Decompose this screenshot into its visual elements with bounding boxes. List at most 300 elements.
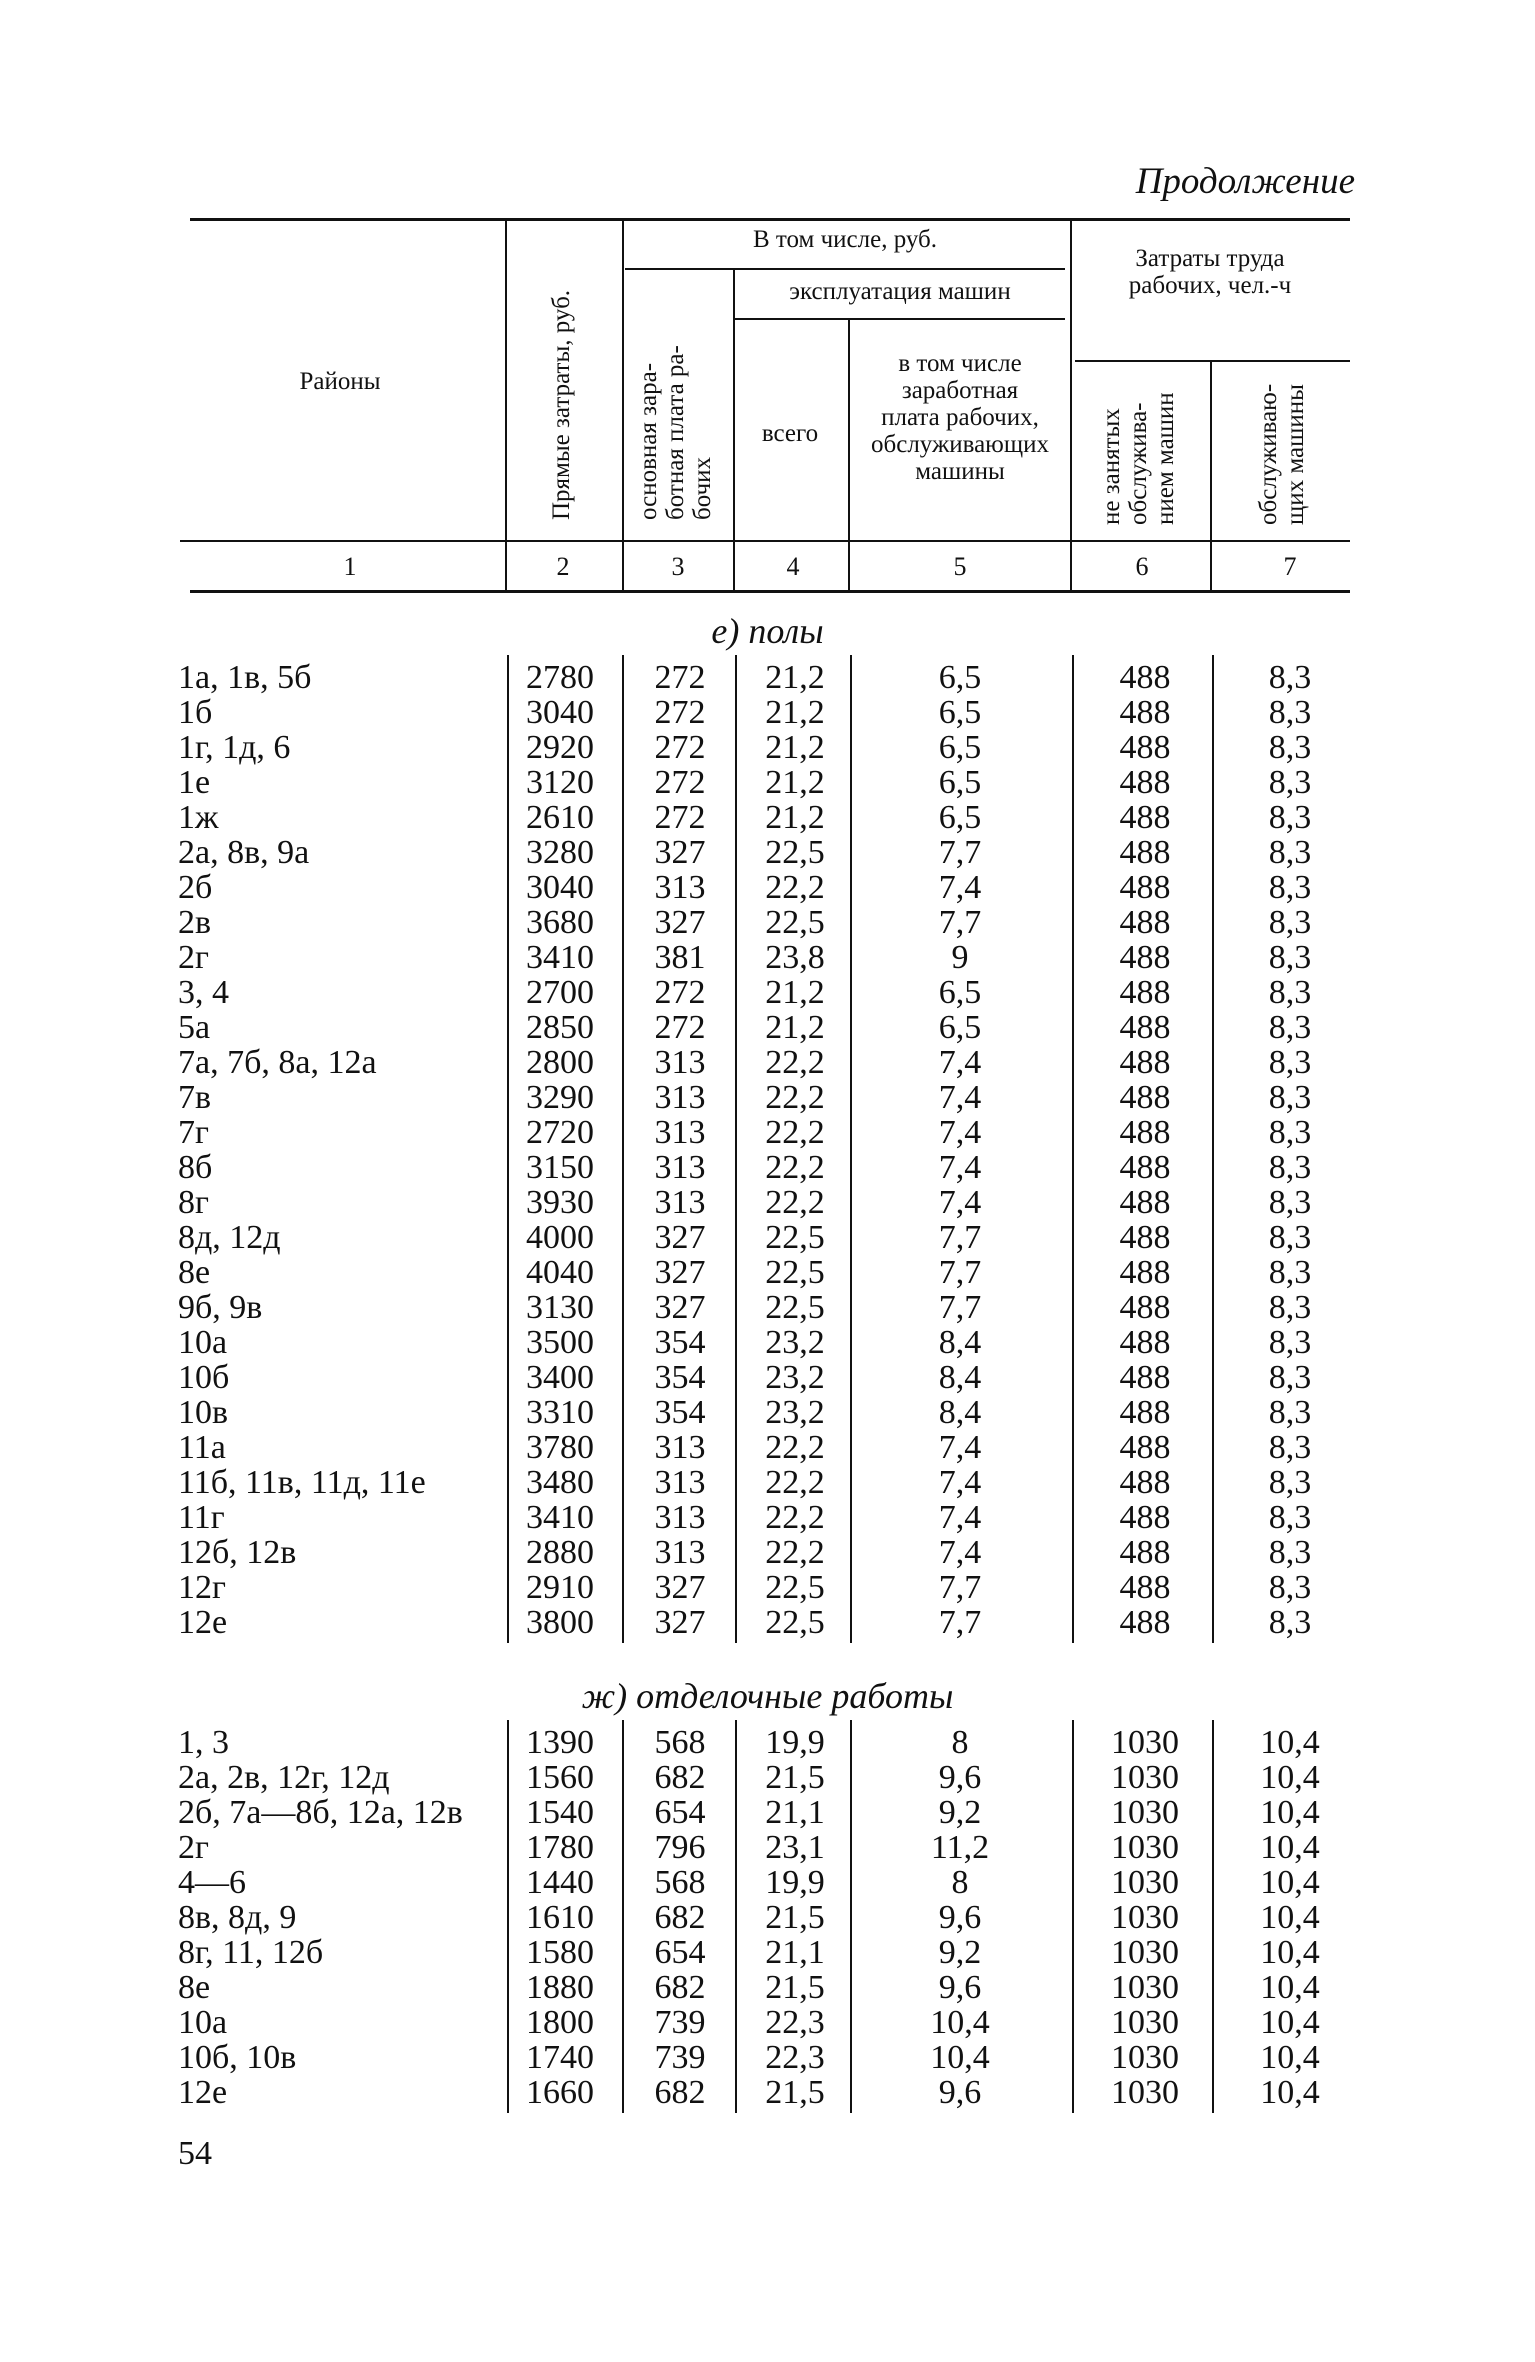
cell-region: 10а — [178, 1324, 228, 1361]
cell-machines-total: 22,2 — [765, 1184, 825, 1221]
cell-machines-wages: 7,7 — [938, 1604, 982, 1641]
table-row — [0, 660, 1535, 695]
section-title: ж) отделочные работы — [581, 1676, 954, 1716]
body-vline — [850, 1720, 852, 2113]
cell-direct-costs: 3400 — [526, 1359, 594, 1396]
cell-machines-total: 21,2 — [765, 694, 825, 731]
header-vline-4 — [848, 320, 850, 592]
cell-direct-costs: 4000 — [526, 1219, 594, 1256]
header-vline-3 — [733, 270, 735, 592]
cell-machines-total: 22,5 — [765, 904, 825, 941]
header-vline-2 — [622, 220, 624, 592]
cell-direct-costs: 1660 — [526, 2074, 594, 2111]
cell-base-wages: 313 — [654, 1184, 706, 1221]
table-row — [0, 2075, 1535, 2110]
cell-region: 3, 4 — [178, 974, 229, 1011]
cell-labor-serving: 8,3 — [1268, 939, 1312, 976]
colnum-1: 1 — [343, 552, 357, 581]
cell-machines-wages: 6,5 — [938, 799, 982, 836]
cell-region: 8е — [178, 1969, 211, 2006]
cell-labor-serving: 10,4 — [1260, 1864, 1320, 1901]
cell-labor-not-serving: 488 — [1119, 694, 1171, 731]
cell-direct-costs: 1880 — [526, 1969, 594, 2006]
cell-machines-total: 22,2 — [765, 869, 825, 906]
cell-labor-serving: 10,4 — [1260, 1934, 1320, 1971]
colnum-6: 6 — [1135, 552, 1149, 581]
cell-labor-serving: 8,3 — [1268, 1044, 1312, 1081]
cell-labor-serving: 8,3 — [1268, 659, 1312, 696]
table-row — [0, 730, 1535, 765]
cell-region: 10б, 10в — [178, 2039, 297, 2076]
colnum-7: 7 — [1283, 552, 1297, 581]
cell-machines-wages: 7,4 — [938, 1044, 982, 1081]
cell-base-wages: 272 — [654, 974, 706, 1011]
table-row — [0, 1865, 1535, 1900]
cell-direct-costs: 1560 — [526, 1759, 594, 1796]
cell-direct-costs: 1800 — [526, 2004, 594, 2041]
cell-region: 1г, 1д, 6 — [178, 729, 291, 766]
cell-region: 5а — [178, 1009, 211, 1046]
cell-direct-costs: 3800 — [526, 1604, 594, 1641]
cell-labor-not-serving: 488 — [1119, 1534, 1171, 1571]
cell-labor-not-serving: 488 — [1119, 1569, 1171, 1606]
cell-direct-costs: 2700 — [526, 974, 594, 1011]
table-row — [0, 765, 1535, 800]
subheader-rule-2 — [735, 318, 1065, 320]
header-vline-6 — [1210, 362, 1212, 592]
cell-direct-costs: 3150 — [526, 1149, 594, 1186]
cell-labor-not-serving: 488 — [1119, 1219, 1171, 1256]
continued-label: Продолжение — [1135, 161, 1355, 202]
cell-direct-costs: 2850 — [526, 1009, 594, 1046]
cell-labor-serving: 8,3 — [1268, 1359, 1312, 1396]
cell-region: 12е — [178, 1604, 228, 1641]
cell-labor-not-serving: 488 — [1119, 869, 1171, 906]
cell-labor-serving: 10,4 — [1260, 2074, 1320, 2111]
cell-machines-wages: 7,4 — [938, 869, 982, 906]
cell-base-wages: 682 — [654, 1969, 706, 2006]
cell-labor-not-serving: 488 — [1119, 659, 1171, 696]
cell-direct-costs: 2910 — [526, 1569, 594, 1606]
cell-machines-total: 19,9 — [765, 1864, 825, 1901]
cell-direct-costs: 3680 — [526, 904, 594, 941]
table-row — [0, 1535, 1535, 1570]
cell-labor-not-serving: 488 — [1119, 834, 1171, 871]
cell-labor-not-serving: 488 — [1119, 1184, 1171, 1221]
cell-labor-serving: 10,4 — [1260, 2039, 1320, 2076]
cell-machines-wages: 6,5 — [938, 974, 982, 1011]
cell-labor-not-serving: 488 — [1119, 939, 1171, 976]
cell-labor-not-serving: 488 — [1119, 1359, 1171, 1396]
header-top-rule — [190, 218, 1350, 221]
cell-base-wages: 272 — [654, 1009, 706, 1046]
cell-labor-serving: 8,3 — [1268, 1009, 1312, 1046]
cell-machines-wages: 7,4 — [938, 1184, 982, 1221]
cell-region: 2б, 7а—8б, 12а, 12в — [178, 1794, 463, 1831]
cell-labor-not-serving: 488 — [1119, 729, 1171, 766]
cell-machines-wages: 7,4 — [938, 1429, 982, 1466]
cell-direct-costs: 1440 — [526, 1864, 594, 1901]
table-row — [0, 940, 1535, 975]
table-header — [0, 0, 1535, 600]
cell-region: 7а, 7б, 8а, 12а — [178, 1044, 377, 1081]
cell-labor-serving: 8,3 — [1268, 1534, 1312, 1571]
cell-machines-wages: 7,4 — [938, 1114, 982, 1151]
cell-region: 1а, 1в, 5б — [178, 659, 312, 696]
cell-base-wages: 568 — [654, 1724, 706, 1761]
cell-region: 8б — [178, 1149, 213, 1186]
cell-labor-serving: 8,3 — [1268, 1569, 1312, 1606]
cell-labor-not-serving: 488 — [1119, 1464, 1171, 1501]
cell-region: 9б, 9в — [178, 1289, 263, 1326]
cell-labor-not-serving: 488 — [1119, 1324, 1171, 1361]
table-row — [0, 800, 1535, 835]
table-row — [0, 1970, 1535, 2005]
cell-base-wages: 313 — [654, 1044, 706, 1081]
cell-machines-wages: 7,7 — [938, 1219, 982, 1256]
header-serving: обслуживаю- щих машины — [1255, 383, 1309, 525]
table-row — [0, 870, 1535, 905]
cell-base-wages: 796 — [654, 1829, 706, 1866]
cell-machines-wages: 6,5 — [938, 764, 982, 801]
cell-direct-costs: 2720 — [526, 1114, 594, 1151]
cell-direct-costs: 3120 — [526, 764, 594, 801]
cell-labor-serving: 8,3 — [1268, 1184, 1312, 1221]
cell-labor-serving: 8,3 — [1268, 1499, 1312, 1536]
cell-labor-not-serving: 488 — [1119, 904, 1171, 941]
cell-machines-total: 23,2 — [765, 1324, 825, 1361]
cell-direct-costs: 3290 — [526, 1079, 594, 1116]
cell-region: 10в — [178, 1394, 229, 1431]
table-row — [0, 975, 1535, 1010]
cell-base-wages: 313 — [654, 869, 706, 906]
cell-base-wages: 739 — [654, 2039, 706, 2076]
cell-direct-costs: 3410 — [526, 1499, 594, 1536]
cell-machines-wages: 8,4 — [938, 1359, 982, 1396]
table-row — [0, 1760, 1535, 1795]
table-row — [0, 1150, 1535, 1185]
table-row — [0, 1325, 1535, 1360]
body-vline — [1212, 1720, 1214, 2113]
cell-base-wages: 327 — [654, 1254, 706, 1291]
cell-labor-not-serving: 1030 — [1111, 1794, 1179, 1831]
table-row — [0, 1725, 1535, 1760]
body-vline — [507, 655, 509, 1643]
cell-machines-total: 22,2 — [765, 1149, 825, 1186]
cell-machines-total: 21,1 — [765, 1934, 825, 1971]
cell-labor-not-serving: 488 — [1119, 764, 1171, 801]
cell-machines-wages: 9,6 — [938, 1759, 982, 1796]
cell-machines-wages: 6,5 — [938, 729, 982, 766]
header-vline-1 — [505, 220, 507, 592]
cell-machines-total: 19,9 — [765, 1724, 825, 1761]
cell-labor-serving: 10,4 — [1260, 1759, 1320, 1796]
cell-labor-not-serving: 1030 — [1111, 1864, 1179, 1901]
table-row — [0, 1830, 1535, 1865]
cell-labor-not-serving: 488 — [1119, 799, 1171, 836]
cell-labor-serving: 8,3 — [1268, 1324, 1312, 1361]
cell-direct-costs: 4040 — [526, 1254, 594, 1291]
cell-direct-costs: 2780 — [526, 659, 594, 696]
cell-machines-wages: 9,2 — [938, 1794, 982, 1831]
cell-region: 2б — [178, 869, 213, 906]
cell-machines-total: 22,2 — [765, 1464, 825, 1501]
cell-machines-total: 22,5 — [765, 1254, 825, 1291]
cell-machines-total: 23,8 — [765, 939, 825, 976]
cell-base-wages: 327 — [654, 1569, 706, 1606]
cell-labor-serving: 8,3 — [1268, 764, 1312, 801]
cell-base-wages: 327 — [654, 834, 706, 871]
cell-labor-not-serving: 488 — [1119, 1009, 1171, 1046]
cell-machines-wages: 10,4 — [930, 2004, 990, 2041]
cell-labor-serving: 8,3 — [1268, 869, 1312, 906]
cell-region: 10а — [178, 2004, 228, 2041]
cell-region: 7в — [178, 1079, 212, 1116]
cell-machines-wages: 11,2 — [930, 1829, 990, 1866]
cell-labor-not-serving: 488 — [1119, 1114, 1171, 1151]
cell-machines-total: 23,1 — [765, 1829, 825, 1866]
colnum-2: 2 — [556, 552, 570, 581]
cell-region: 12г — [178, 1569, 226, 1606]
cell-region: 1б — [178, 694, 213, 731]
cell-direct-costs: 1780 — [526, 1829, 594, 1866]
header-including-wages: в том числе заработная плата рабочих, обслуживающих машины — [871, 350, 1049, 485]
cell-region: 8д, 12д — [178, 1219, 281, 1256]
table-row — [0, 1185, 1535, 1220]
body-vline — [1212, 655, 1214, 1643]
cell-base-wages: 654 — [654, 1934, 706, 1971]
cell-direct-costs: 3410 — [526, 939, 594, 976]
cell-machines-total: 22,3 — [765, 2004, 825, 2041]
cell-base-wages: 682 — [654, 2074, 706, 2111]
cell-region: 8е — [178, 1254, 211, 1291]
cell-base-wages: 272 — [654, 764, 706, 801]
cell-direct-costs: 3780 — [526, 1429, 594, 1466]
body-vline — [1072, 655, 1074, 1643]
cell-machines-total: 21,2 — [765, 974, 825, 1011]
cell-labor-not-serving: 488 — [1119, 1149, 1171, 1186]
body-vline — [622, 1720, 624, 2113]
table-row — [0, 1360, 1535, 1395]
cell-machines-wages: 7,7 — [938, 1289, 982, 1326]
cell-machines-wages: 6,5 — [938, 694, 982, 731]
cell-machines-wages: 7,7 — [938, 1569, 982, 1606]
cell-labor-not-serving: 488 — [1119, 1079, 1171, 1116]
cell-machines-wages: 9,6 — [938, 1969, 982, 2006]
cell-region: 11а — [178, 1429, 226, 1466]
table-row — [0, 1500, 1535, 1535]
cell-base-wages: 313 — [654, 1499, 706, 1536]
page-number: 54 — [178, 2135, 212, 2172]
cell-machines-total: 21,2 — [765, 799, 825, 836]
cell-labor-serving: 10,4 — [1260, 1829, 1320, 1866]
cell-labor-not-serving: 1030 — [1111, 2074, 1179, 2111]
cell-region: 8в, 8д, 9 — [178, 1899, 297, 1936]
cell-base-wages: 313 — [654, 1149, 706, 1186]
cell-machines-total: 21,2 — [765, 659, 825, 696]
cell-labor-not-serving: 488 — [1119, 1394, 1171, 1431]
cell-machines-wages: 8,4 — [938, 1324, 982, 1361]
cell-labor-not-serving: 1030 — [1111, 1759, 1179, 1796]
cell-region: 11б, 11в, 11д, 11е — [178, 1464, 426, 1501]
cell-machines-wages: 9,6 — [938, 2074, 982, 2111]
cell-labor-serving: 8,3 — [1268, 1219, 1312, 1256]
cell-machines-wages: 7,4 — [938, 1534, 982, 1571]
table-row — [0, 1605, 1535, 1640]
cell-machines-wages: 8 — [951, 1864, 969, 1901]
cell-direct-costs: 3130 — [526, 1289, 594, 1326]
table-row — [0, 1900, 1535, 1935]
table-row — [0, 835, 1535, 870]
cell-labor-serving: 8,3 — [1268, 1429, 1312, 1466]
cell-base-wages: 327 — [654, 904, 706, 941]
body-vline — [622, 655, 624, 1643]
table-row — [0, 1115, 1535, 1150]
cell-base-wages: 654 — [654, 1794, 706, 1831]
cell-machines-wages: 9 — [951, 939, 969, 976]
cell-region: 2г — [178, 1829, 209, 1866]
cell-machines-total: 22,5 — [765, 834, 825, 871]
cell-machines-total: 22,2 — [765, 1079, 825, 1116]
cell-direct-costs: 3930 — [526, 1184, 594, 1221]
cell-labor-serving: 8,3 — [1268, 1464, 1312, 1501]
cell-machines-total: 21,5 — [765, 2074, 825, 2111]
cell-labor-serving: 10,4 — [1260, 1724, 1320, 1761]
table-row — [0, 2005, 1535, 2040]
cell-region: 4—6 — [178, 1864, 246, 1901]
cell-region: 1е — [178, 764, 211, 801]
cell-labor-serving: 10,4 — [1260, 2004, 1320, 2041]
section-title: е) полы — [711, 611, 824, 651]
cell-machines-wages: 8 — [951, 1724, 969, 1761]
colnum-4: 4 — [786, 552, 800, 581]
table-row — [0, 1395, 1535, 1430]
header-regions: Районы — [299, 368, 381, 395]
header-direct-costs: Прямые затраты, руб. — [548, 289, 575, 520]
cell-region: 2в — [178, 904, 212, 941]
cell-labor-not-serving: 1030 — [1111, 1934, 1179, 1971]
cell-machines-wages: 9,6 — [938, 1899, 982, 1936]
cell-labor-not-serving: 488 — [1119, 1289, 1171, 1326]
cell-labor-serving: 8,3 — [1268, 729, 1312, 766]
colnum-5: 5 — [953, 552, 967, 581]
header-not-serving: не занятых обслужива- нием машин — [1098, 392, 1179, 525]
table-row — [0, 1290, 1535, 1325]
cell-direct-costs: 1580 — [526, 1934, 594, 1971]
cell-machines-total: 21,2 — [765, 1009, 825, 1046]
cell-labor-not-serving: 488 — [1119, 1254, 1171, 1291]
cell-region: 8г, 11, 12б — [178, 1934, 324, 1971]
cell-region: 12е — [178, 2074, 228, 2111]
header-base-wages: основная зара- ботная плата ра- бочих — [635, 345, 716, 520]
cell-direct-costs: 1540 — [526, 1794, 594, 1831]
table-row — [0, 1935, 1535, 1970]
cell-base-wages: 381 — [654, 939, 706, 976]
cell-direct-costs: 2880 — [526, 1534, 594, 1571]
header-vline-5 — [1070, 220, 1072, 592]
table-row — [0, 1220, 1535, 1255]
cell-region: 1ж — [178, 799, 219, 836]
table-row — [0, 1010, 1535, 1045]
cell-base-wages: 313 — [654, 1429, 706, 1466]
cell-labor-serving: 8,3 — [1268, 694, 1312, 731]
cell-labor-serving: 8,3 — [1268, 1149, 1312, 1186]
body-vline — [1072, 1720, 1074, 2113]
cell-labor-not-serving: 1030 — [1111, 1899, 1179, 1936]
cell-machines-wages: 8,4 — [938, 1394, 982, 1431]
table-row — [0, 2040, 1535, 2075]
cell-base-wages: 313 — [654, 1534, 706, 1571]
table-row — [0, 905, 1535, 940]
header-total: всего — [761, 420, 819, 447]
cell-base-wages: 354 — [654, 1324, 706, 1361]
cell-machines-total: 21,2 — [765, 764, 825, 801]
cell-machines-wages: 7,4 — [938, 1499, 982, 1536]
cell-machines-total: 23,2 — [765, 1394, 825, 1431]
cell-base-wages: 354 — [654, 1359, 706, 1396]
cell-labor-not-serving: 1030 — [1111, 1724, 1179, 1761]
cell-machines-total: 22,5 — [765, 1219, 825, 1256]
table-row — [0, 695, 1535, 730]
body-vline — [507, 1720, 509, 2113]
cell-labor-not-serving: 1030 — [1111, 2039, 1179, 2076]
cell-direct-costs: 3040 — [526, 694, 594, 731]
cell-region: 8г — [178, 1184, 209, 1221]
cell-direct-costs: 3310 — [526, 1394, 594, 1431]
header-including-rub: В том числе, руб. — [752, 226, 938, 253]
cell-labor-serving: 8,3 — [1268, 1114, 1312, 1151]
cell-machines-wages: 10,4 — [930, 2039, 990, 2076]
cell-labor-serving: 10,4 — [1260, 1794, 1320, 1831]
body-vline — [850, 655, 852, 1643]
table-row — [0, 1430, 1535, 1465]
cell-machines-total: 22,2 — [765, 1044, 825, 1081]
cell-region: 2г — [178, 939, 209, 976]
cell-machines-total: 23,2 — [765, 1359, 825, 1396]
cell-base-wages: 313 — [654, 1079, 706, 1116]
cell-region: 1, 3 — [178, 1724, 229, 1761]
cell-machines-total: 22,5 — [765, 1289, 825, 1326]
cell-machines-total: 22,5 — [765, 1569, 825, 1606]
cell-labor-serving: 8,3 — [1268, 904, 1312, 941]
cell-machines-total: 22,2 — [765, 1499, 825, 1536]
cell-region: 10б — [178, 1359, 230, 1396]
colnum-bottom-rule — [190, 590, 1350, 593]
cell-labor-serving: 8,3 — [1268, 1289, 1312, 1326]
table-row — [0, 1465, 1535, 1500]
cell-labor-serving: 8,3 — [1268, 799, 1312, 836]
cell-labor-not-serving: 1030 — [1111, 2004, 1179, 2041]
table-row — [0, 1255, 1535, 1290]
cell-labor-serving: 8,3 — [1268, 1604, 1312, 1641]
cell-region: 12б, 12в — [178, 1534, 297, 1571]
cell-direct-costs: 3040 — [526, 869, 594, 906]
cell-direct-costs: 3280 — [526, 834, 594, 871]
cell-region: 7г — [178, 1114, 209, 1151]
cell-labor-serving: 8,3 — [1268, 1079, 1312, 1116]
cell-base-wages: 272 — [654, 729, 706, 766]
cell-base-wages: 272 — [654, 659, 706, 696]
table-row — [0, 1570, 1535, 1605]
cell-machines-wages: 6,5 — [938, 659, 982, 696]
cell-labor-not-serving: 1030 — [1111, 1829, 1179, 1866]
subheader-rule-3 — [1075, 360, 1350, 362]
cell-labor-not-serving: 488 — [1119, 1604, 1171, 1641]
cell-direct-costs: 2610 — [526, 799, 594, 836]
cell-direct-costs: 1390 — [526, 1724, 594, 1761]
cell-direct-costs: 2800 — [526, 1044, 594, 1081]
cell-machines-total: 21,5 — [765, 1899, 825, 1936]
